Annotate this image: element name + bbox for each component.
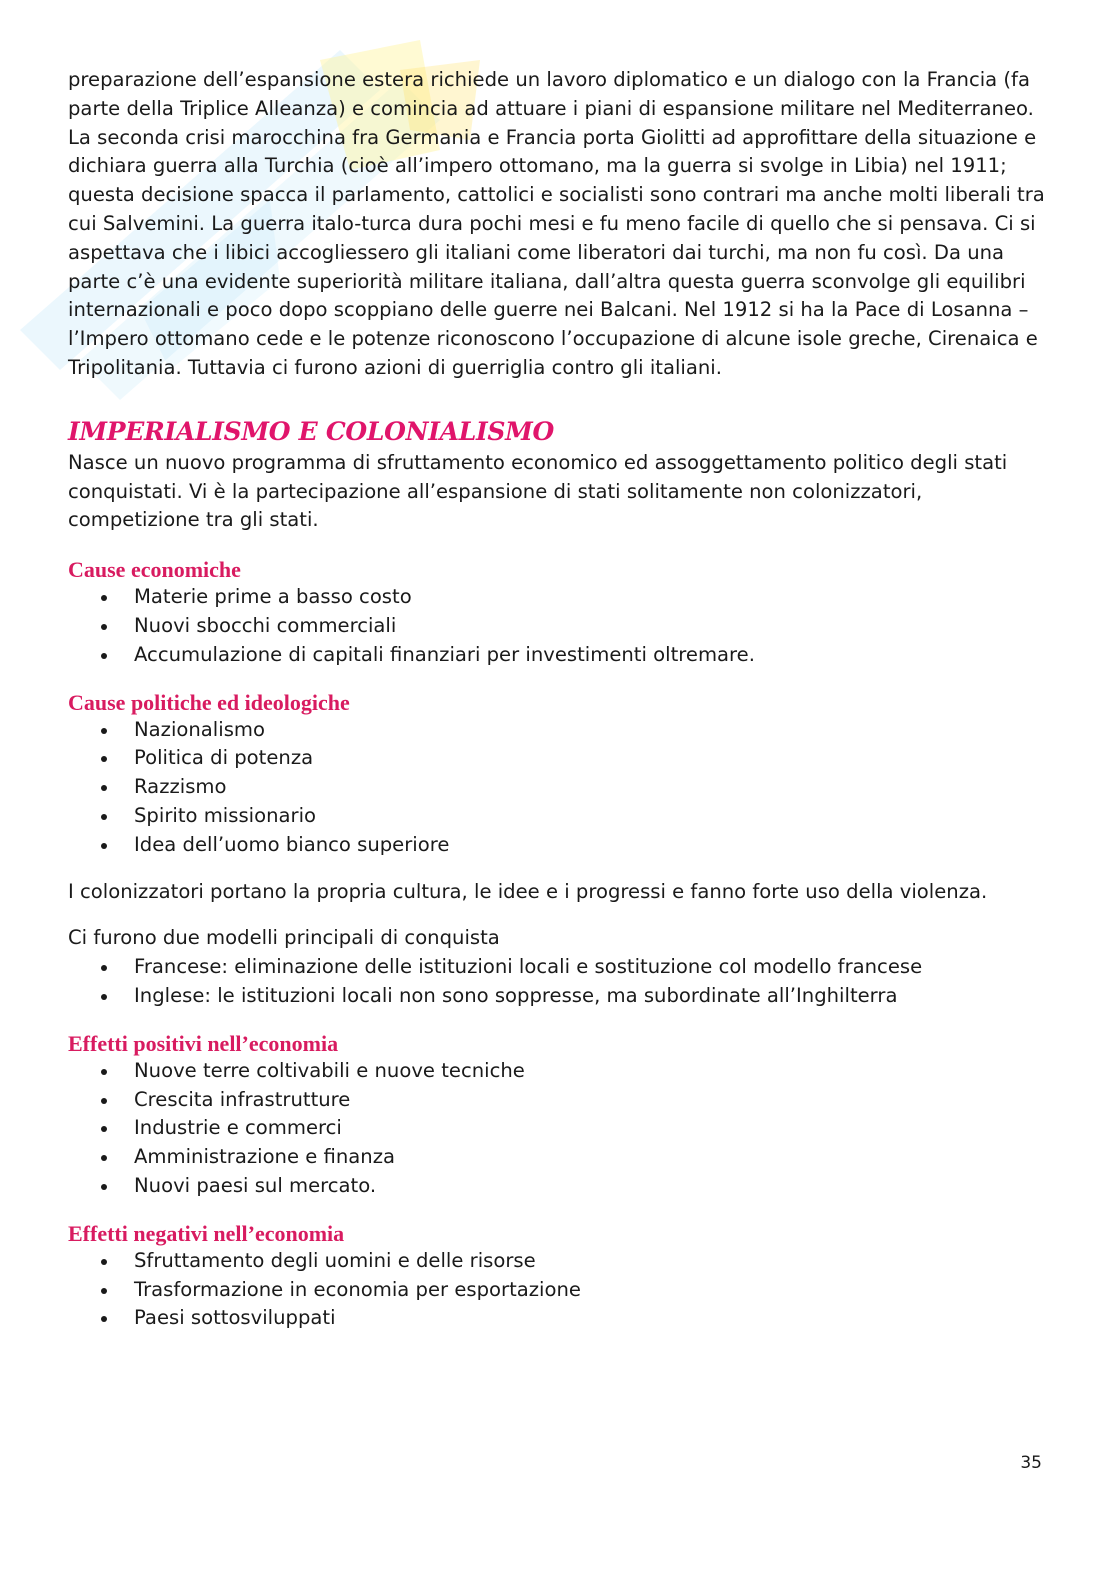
list-item-text: Politica di potenza bbox=[134, 746, 314, 770]
list-item-text: Razzismo bbox=[134, 775, 227, 799]
list-item bbox=[68, 744, 1048, 773]
list-item-text: Nuove terre coltivabili e nuove tecniche bbox=[134, 1058, 525, 1082]
list-item bbox=[68, 1172, 1048, 1201]
bullet-icon bbox=[101, 785, 107, 791]
list-item-text: Industrie e commerci bbox=[134, 1116, 342, 1140]
heading-cause-economiche: Cause economiche bbox=[68, 557, 241, 583]
list-item-text: Nuovi sbocchi commerciali bbox=[134, 613, 397, 637]
list-item-text: Accumulazione di capitali finanziari per investimenti oltremare. bbox=[134, 642, 755, 666]
bullet-icon bbox=[101, 728, 107, 734]
bullet-icon bbox=[101, 595, 107, 601]
bullet-icon bbox=[101, 1259, 107, 1265]
bullet-icon bbox=[101, 756, 107, 762]
list-item-text: Inglese: le istituzioni locali non sono soppresse, ma subordinate all’Inghilterra bbox=[134, 983, 898, 1007]
list-item-text: Spirito missionario bbox=[134, 803, 317, 827]
list-item bbox=[68, 773, 1048, 802]
bullet-icon bbox=[101, 843, 107, 849]
list-item-text: Nuovi paesi sul mercato. bbox=[134, 1173, 377, 1197]
list-item-text: Nazionalismo bbox=[134, 717, 265, 741]
list-item bbox=[68, 802, 1048, 831]
list-item-text: Idea dell’uomo bianco superiore bbox=[134, 832, 450, 856]
page-number: 35 bbox=[1020, 1453, 1042, 1473]
list-item-text: Amministrazione e finanza bbox=[134, 1145, 396, 1169]
bullet-icon bbox=[101, 1288, 107, 1294]
bullet-icon bbox=[101, 1316, 107, 1322]
list-item-text: Crescita infrastrutture bbox=[134, 1087, 351, 1111]
list-item-text: Paesi sottosviluppati bbox=[134, 1306, 336, 1330]
list-item bbox=[68, 1247, 1048, 1276]
list-cause-politiche bbox=[68, 716, 1048, 860]
list-item bbox=[68, 1304, 1048, 1333]
bullet-icon bbox=[101, 1184, 107, 1190]
bullet-icon bbox=[101, 1155, 107, 1161]
colonizers-paragraph: I colonizzatori portano la propria cultura, le idee e i progressi e fanno forte uso della violenza. bbox=[68, 879, 988, 903]
heading-effetti-negativi: Effetti negativi nell’economia bbox=[68, 1220, 345, 1246]
list-effetti-negativi bbox=[68, 1247, 1048, 1333]
list-item-text: Materie prime a basso costo bbox=[134, 585, 412, 609]
list-item bbox=[68, 583, 1048, 612]
list-item-text: Sfruttamento degli uomini e delle risorse bbox=[134, 1248, 536, 1272]
bullet-icon bbox=[101, 653, 107, 659]
heading-effetti-positivi: Effetti positivi nell’economia bbox=[68, 1030, 339, 1056]
list-item bbox=[68, 831, 1048, 860]
list-item bbox=[68, 953, 1048, 982]
bullet-icon bbox=[101, 1126, 107, 1132]
list-item-text: Francese: eliminazione delle istituzioni locali e sostituzione col modello francese bbox=[134, 955, 923, 979]
list-effetti-positivi bbox=[68, 1057, 1048, 1201]
list-item bbox=[68, 1143, 1048, 1172]
list-item bbox=[68, 716, 1048, 745]
section-intro-paragraph: Nasce un nuovo programma di sfruttamento economico ed assoggettamento politico degli stati conquistati. Vi è la partecipazione all’espansione di stati solitamente non colonizzatori, competizione tra gli stati. bbox=[68, 450, 1008, 532]
list-cause-economiche bbox=[68, 583, 1048, 669]
bullet-icon bbox=[101, 1069, 107, 1075]
list-item bbox=[68, 982, 1048, 1011]
section-title: IMPERIALISMO E COLONIALISMO bbox=[68, 416, 554, 446]
heading-cause-politiche: Cause politiche ed ideologiche bbox=[68, 689, 350, 715]
list-item bbox=[68, 612, 1048, 641]
list-item bbox=[68, 1276, 1048, 1305]
list-item bbox=[68, 1086, 1048, 1115]
intro-paragraph: preparazione dell’espansione estera richiede un lavoro diplomatico e un dialogo con la Francia (fa parte della Triplice Alleanza) e comincia ad attuare i piani di espansione militare nel Mediterraneo. La seconda crisi marocchina fra Germania e Francia porta Giolitti ad approfittare della situazione e dichiara guerra alla Turchia (cioè all’impero ottomano, ma la guerra si svolge in Libia) nel 1911; questa decisione spacca il parlamento, cattolici e socialisti sono contrari ma anche molti liberali tra cui Salvemini. La guerra italo-turca dura pochi mesi e fu meno facile di quello che si pensava. Ci si aspettava che i libici accogliessero gli italiani come liberatori dai turchi, ma non fu così. Da una parte c’è una evidente superiorità militare italiana, dall’altra questa guerra sconvolge gli equilibri internazionali e poco dopo scoppiano delle guerre nei Balcani. Nel 1912 si ha la Pace di Losanna – l’Impero ottomano cede e le potenze riconoscono l’occupazione di alcune isole greche, Cirenaica e Tripolitania. Tuttavia ci furono azioni di guerriglia contro gli italiani. bbox=[68, 68, 1045, 379]
list-item bbox=[68, 1057, 1048, 1086]
list-item bbox=[68, 641, 1048, 670]
page-content bbox=[68, 66, 1048, 1333]
bullet-icon bbox=[101, 624, 107, 630]
list-item bbox=[68, 1114, 1048, 1143]
bullet-icon bbox=[101, 994, 107, 1000]
models-intro-paragraph: Ci furono due modelli principali di conquista bbox=[68, 926, 500, 950]
bullet-icon bbox=[101, 1098, 107, 1104]
bullet-icon bbox=[101, 965, 107, 971]
bullet-icon bbox=[101, 814, 107, 820]
list-models bbox=[68, 953, 1048, 1011]
list-item-text: Trasformazione in economia per esportazione bbox=[134, 1277, 581, 1301]
